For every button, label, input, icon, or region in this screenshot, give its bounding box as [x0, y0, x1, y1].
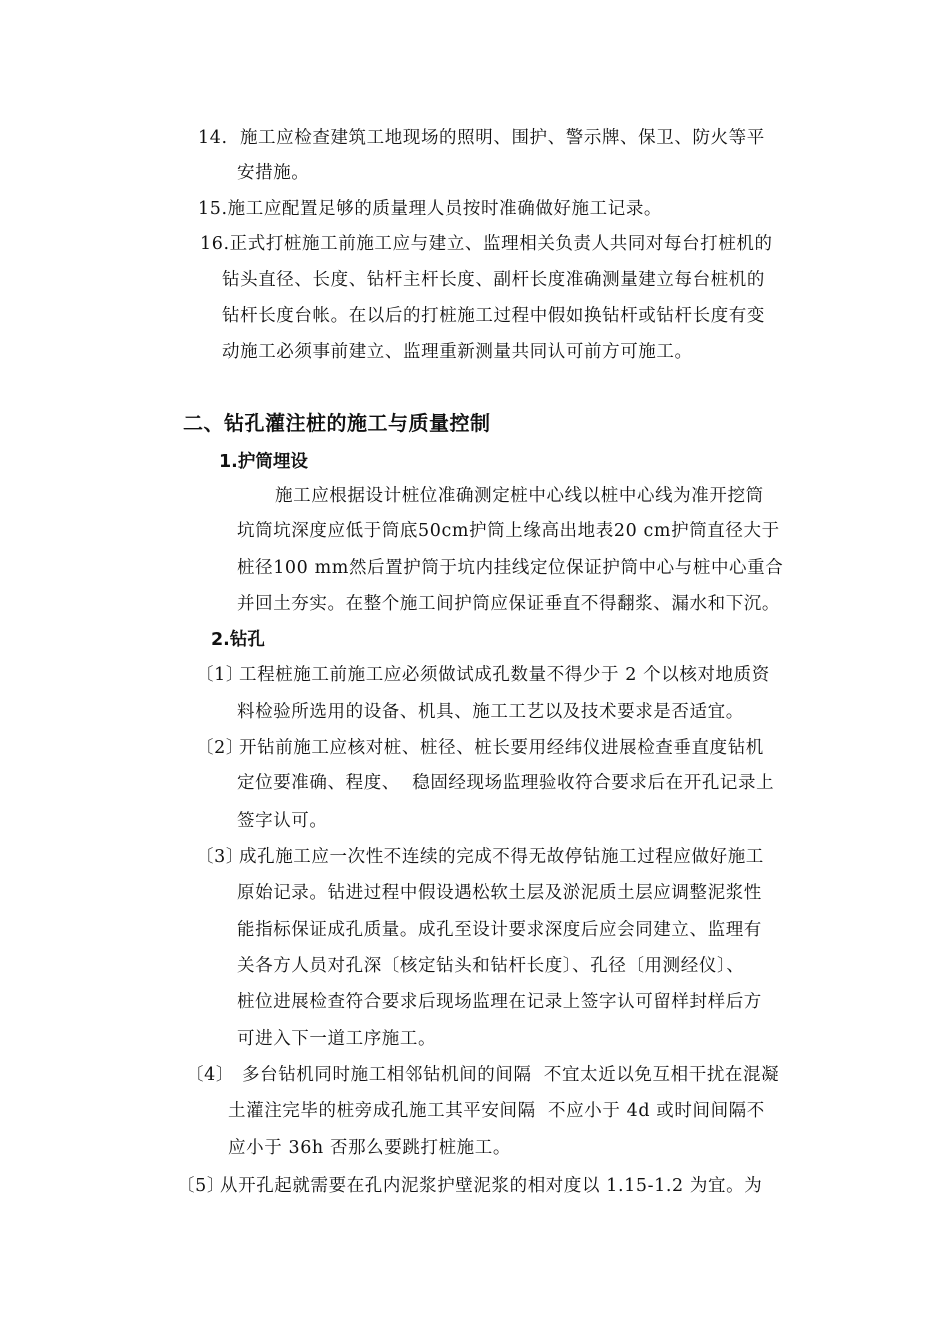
para-3-line-4: 关各方人员对孔深〔核定钻头和钻杆长度〕、孔径〔用测经仪〕、 [237, 956, 745, 976]
para-4-line-1: 多台钻机同时施工相邻钻机间的间隔 不宜太近以免互相干扰在混凝 [242, 1065, 780, 1085]
para-2-line-3: 签字认可。 [237, 811, 328, 831]
para-1-line-2: 料检验所选用的设备、机具、施工工艺以及技术要求是否适宜。 [237, 702, 744, 722]
item-16-line-3: 钻杆长度台帐。在以后的打桩施工过程中假如换钻杆或钻杆长度有变 [222, 306, 765, 326]
item-14-line-2: 安措施。 [237, 163, 310, 183]
sub1-line-1: 施工应根据设计桩位准确测定桩中心线以桩中心线为准开挖筒 [275, 486, 764, 506]
subsection-1-heading: 1.护筒埋设 [219, 452, 308, 472]
item-14-line-1: 14. 施工应检查建筑工地现场的照明、围护、警示牌、保卫、防火等平 [198, 128, 765, 148]
sub1-line-3: 桩径100 mm然后置护筒于坑内挂线定位保证护筒中心与桩中心重合 [237, 558, 784, 578]
para-3-line-2: 原始记录。钻进过程中假设遇松软土层及淤泥质土层应调整泥浆性 [237, 883, 762, 903]
para-3-line-3: 能指标保证成孔质量。成孔至设计要求深度后应会同建立、监理有 [237, 920, 762, 940]
item-15-line-1: 15.施工应配置足够的质量理人员按时准确做好施工记录。 [198, 199, 663, 219]
para-1-marker: 〔1〕 [196, 665, 244, 685]
section-2-title: 二、钻孔灌注桩的施工与质量控制 [183, 411, 491, 435]
para-4-line-2: 土灌注完毕的桩旁成孔施工其平安间隔 不应小于 4d 或时间间隔不 [228, 1101, 765, 1121]
para-5-marker: 〔5〕 [177, 1176, 225, 1196]
subsection-2-heading: 2.钻孔 [211, 630, 265, 650]
para-3-line-5: 桩位进展检查符合要求后现场监理在记录上签字认可留样封样后方 [237, 992, 762, 1012]
para-4-marker: 〔4〕 [186, 1065, 234, 1085]
para-2-line-1: 开钻前施工应核对桩、桩径、桩长要用经纬仪进展检查垂直度钻机 [239, 738, 764, 758]
para-2-marker: 〔2〕 [196, 738, 244, 758]
para-2-line-2: 定位要准确、程度、 稳固经现场监理验收符合要求后在开孔记录上 [237, 773, 775, 793]
para-1-line-1: 工程桩施工前施工应必须做试成孔数量不得少于 2 个以核对地质资 [239, 665, 770, 685]
para-3-marker: 〔3〕 [196, 847, 244, 867]
para-4-line-3: 应小于 36h 否那么要跳打桩施工。 [228, 1138, 511, 1158]
para-3-line-6: 可进入下一道工序施工。 [237, 1029, 437, 1049]
para-5-line-1: 从开孔起就需要在孔内泥浆护壁泥浆的相对度以 1.15-1.2 为宜。为 [220, 1176, 763, 1196]
item-16-line-1: 16.正式打桩施工前施工应与建立、监理相关负责人共同对每台打桩机的 [200, 234, 773, 254]
item-16-line-2: 钻头直径、长度、钻杆主杆长度、副杆长度准确测量建立每台桩机的 [222, 270, 765, 290]
item-16-line-4: 动施工必须事前建立、监理重新测量共同认可前方可施工。 [222, 342, 693, 362]
sub1-line-2: 坑筒坑深度应低于筒底50cm护筒上缘高出地表20 cm护筒直径大于 [237, 521, 780, 541]
para-3-line-1: 成孔施工应一次性不连续的完成不得无故停钻施工过程应做好施工 [239, 847, 764, 867]
sub1-line-4: 并回土夯实。在整个施工间护筒应保证垂直不得翻浆、漏水和下沉。 [237, 594, 780, 614]
